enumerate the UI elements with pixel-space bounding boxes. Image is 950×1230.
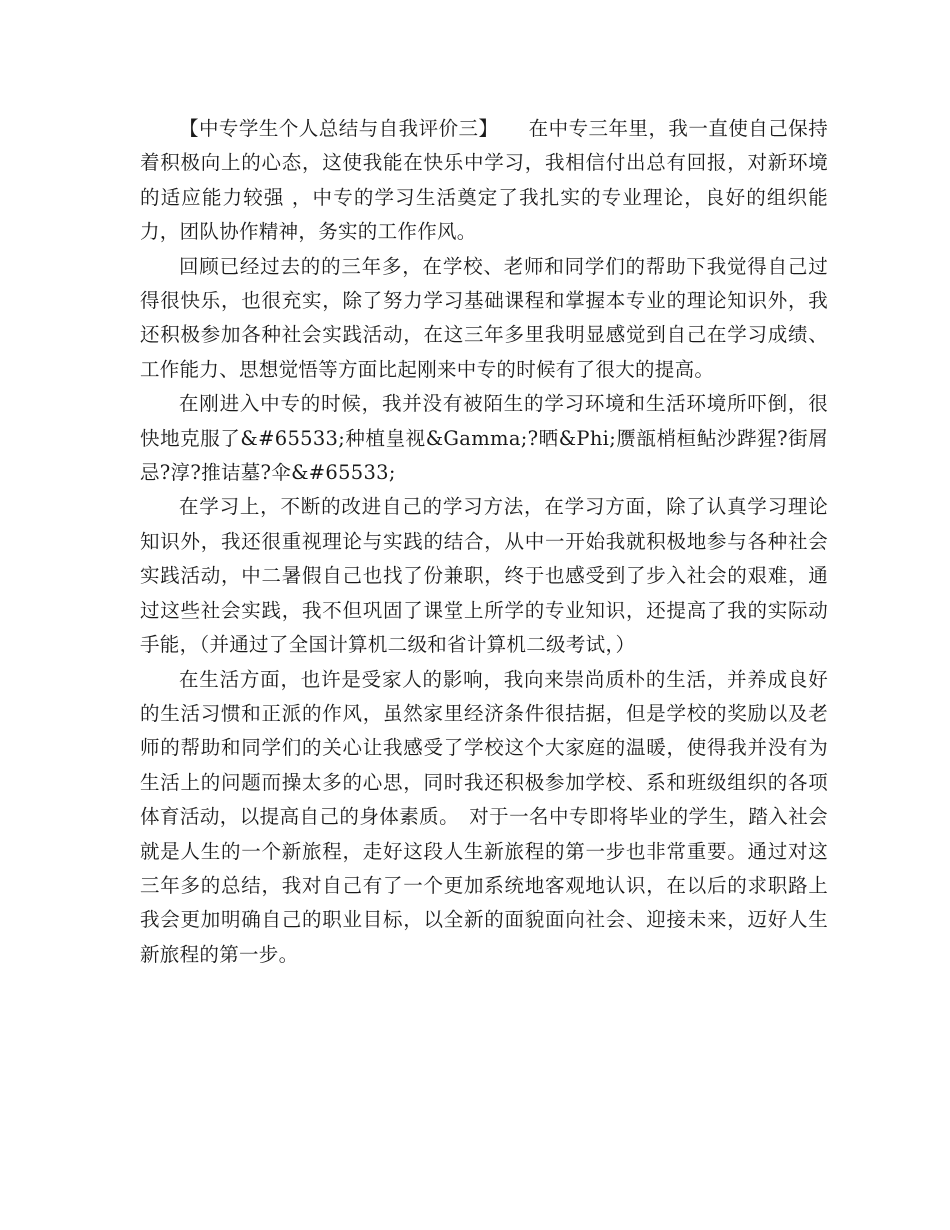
document-body bbox=[140, 112, 828, 972]
paragraph-study: 在学习上，不断的改进自己的学习方法，在学习方面，除了认真学习理论知识外，我还很重视理论与实践的结合，从中一开始我就积极地参与各种社会实践活动，中二暑假自己也找了份兼职，终于也感受到了步入社会的艰难，通过这些社会实践，我不但巩固了课堂上所学的专业知识，还提高了我的实际动手能，（并通过了全国计算机二级和省计算机二级考试，） bbox=[140, 495, 828, 657]
paragraph-life: 在生活方面，也许是受家人的影响，我向来崇尚质朴的生活，并养成良好的生活习惯和正派的作风，虽然家里经济条件很拮据，但是学校的奖励以及老师的帮助和同学们的关心让我感受了学校这个大家庭的温暖，使得我并没有为生活上的问题而操太多的心思，同时我还积极参加学校、系和班级组织的各项体育活动，以提高自己的身体素质。 对于一名中专即将毕业的学生，踏入社会就是人生的一个新旅程，走好这段人生新旅程的第一步也非常重要。通过对这三年多的总结，我对自己有了一个更加系统地客观地认识，在以后的求职路上我会更加明确自己的职业目标，以全新的面貌面向社会、迎接未来，迈好人生新旅程的第一步。 bbox=[140, 667, 828, 966]
paragraph-review: 回顾已经过去的的三年多，在学校、老师和同学们的帮助下我觉得自己过得很快乐，也很充实，除了努力学习基础课程和掌握本专业的理论知识外，我还积极参加各种社会实践活动，在这三年多里我明显感觉到自己在学习成绩、工作能力、思想觉悟等方面比起刚来中专的时候有了很大的提高。 bbox=[140, 254, 828, 381]
paragraph-intro: 【中专学生个人总结与自我评价三】 在中专三年里，我一直使自己保持着积极向上的心态，这使我能在快乐中学习，我相信付出总有回报，对新环境的适应能力较强 ，中专的学习生活奠定了我扎实的专业理论，良好的组织能力，团队协作精神，务实的工作作风。 bbox=[140, 117, 828, 244]
paragraph-adaptation: 在刚进入中专的时候，我并没有被陌生的学习环境和生活环境所吓倒，很快地克服了&#65533;种植皇视&Gamma;?晒&Phi;赝瓿梢桓鲇沙跸猩?街屑忌?淳?推诘墓?伞&#65533; bbox=[140, 392, 828, 485]
